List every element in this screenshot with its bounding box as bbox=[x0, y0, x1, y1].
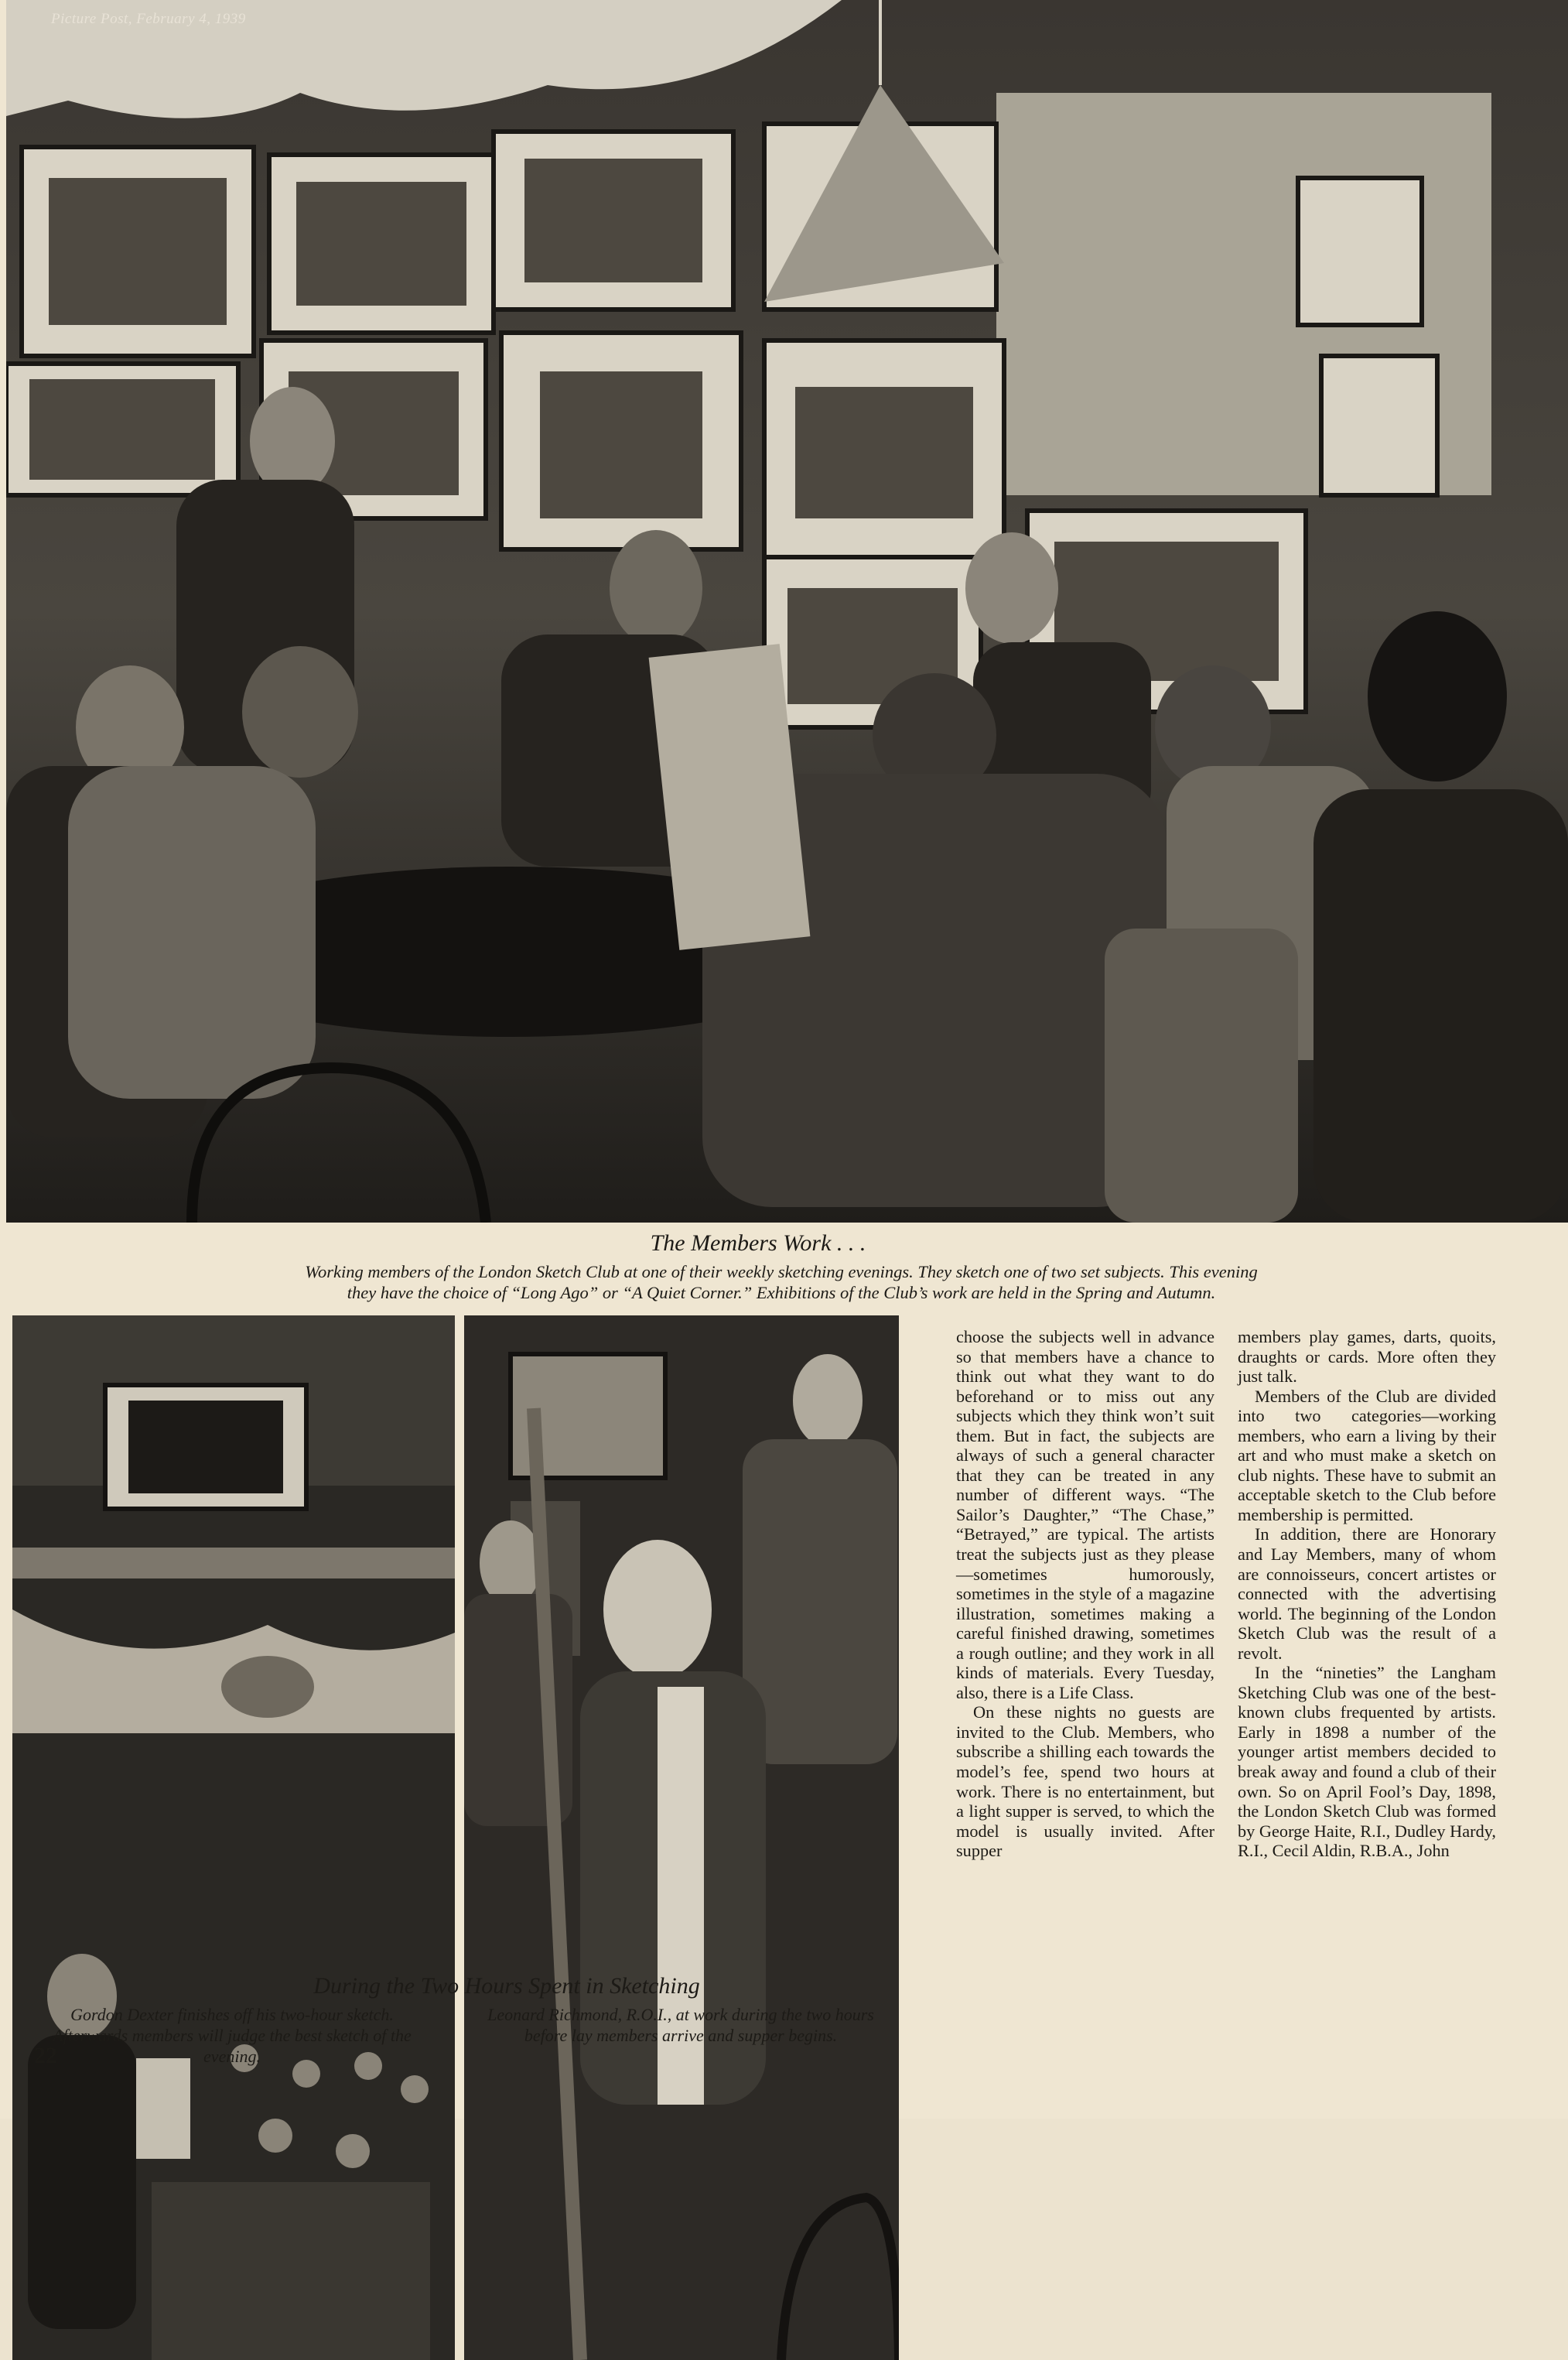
article-paragraph: members play games, darts, quoits, draughts or cards. More often they just talk. bbox=[1238, 1327, 1496, 1387]
article-paragraph: In addition, there are Honorary and Lay Members, many of whom are connoisseurs, concert artistes or connected with the advertising world. The beginning of the London Sketch Club was the result of a revolt. bbox=[1238, 1524, 1496, 1663]
article-paragraph: In the “nineties” the Langham Sketching Club was one of the best-known clubs frequented by artists. Early in 1898 a number of the younger artist members decided to break away and found a club of their own. So on April Fool’s Day, 1898, the London Sketch Club was formed by George Haite, R.I., Dudley Hardy, R.I., Cecil Aldin, R.B.A., John bbox=[1238, 1663, 1496, 1861]
article-column-1 bbox=[956, 1327, 1214, 1861]
lower-left-caption: Gordon Dexter finishes off his two-hour sketch. Afterwards members will judge the best sketch of the evening. bbox=[53, 2005, 412, 2066]
article-paragraph: choose the subjects well in advance so that members have a chance to think out what they want to do beforehand or to miss out any subjects which they think won’t suit them. But in fact, the subjects are always of such a general character that they can be treated in any number of different ways. “The Sailor’s Daughter,” “The Chase,” “Betrayed,” are typical. The artists treat the subjects just as they please—sometimes humorously, sometimes in the style of a magazine illustration, sometimes making a careful finished drawing, sometimes a rough outline; and they work in all kinds of materials. Every Tuesday, also, there is a Life Class. bbox=[956, 1327, 1214, 1702]
article-paragraph: Members of the Club are divided into two categories—working members, who earn a living by their art and who must make a sketch on club nights. These have to submit an acceptable sketch to the Club before membership is permitted. bbox=[1238, 1386, 1496, 1524]
main-photo bbox=[6, 0, 1568, 1223]
lower-right-photo bbox=[464, 1315, 899, 2360]
lower-right-caption: Leonard Richmond, R.O.I., at work during the two hours before lay members arrive and supper begins. bbox=[487, 2005, 874, 2045]
article-column-2 bbox=[1238, 1327, 1496, 1861]
page-number: 22 bbox=[34, 2043, 57, 2068]
article-paragraph: On these nights no guests are invited to the Club. Members, who subscribe a shilling each towards the model’s fee, spend two hours at work. There is no entertainment, but a light supper is served, to which the model is usually invited. After supper bbox=[956, 1702, 1214, 1861]
lower-photos-title: During the Two Hours Spent in Sketching bbox=[313, 1973, 700, 1999]
main-photo-caption-line2: they have the choice of “Long Ago” or “A Quiet Corner.” Exhibitions of the Club’s work are held in the Spring and Autumn. bbox=[347, 1283, 1216, 1302]
main-photo-caption-line1: Working members of the London Sketch Club at one of their weekly sketching evenings. They sketch one of two set subjects. This evening bbox=[305, 1262, 1258, 1281]
main-photo-title: The Members Work . . . bbox=[650, 1230, 866, 1256]
running-head: Picture Post, February 4, 1939 bbox=[51, 11, 246, 27]
lower-left-photo bbox=[12, 1315, 455, 2360]
